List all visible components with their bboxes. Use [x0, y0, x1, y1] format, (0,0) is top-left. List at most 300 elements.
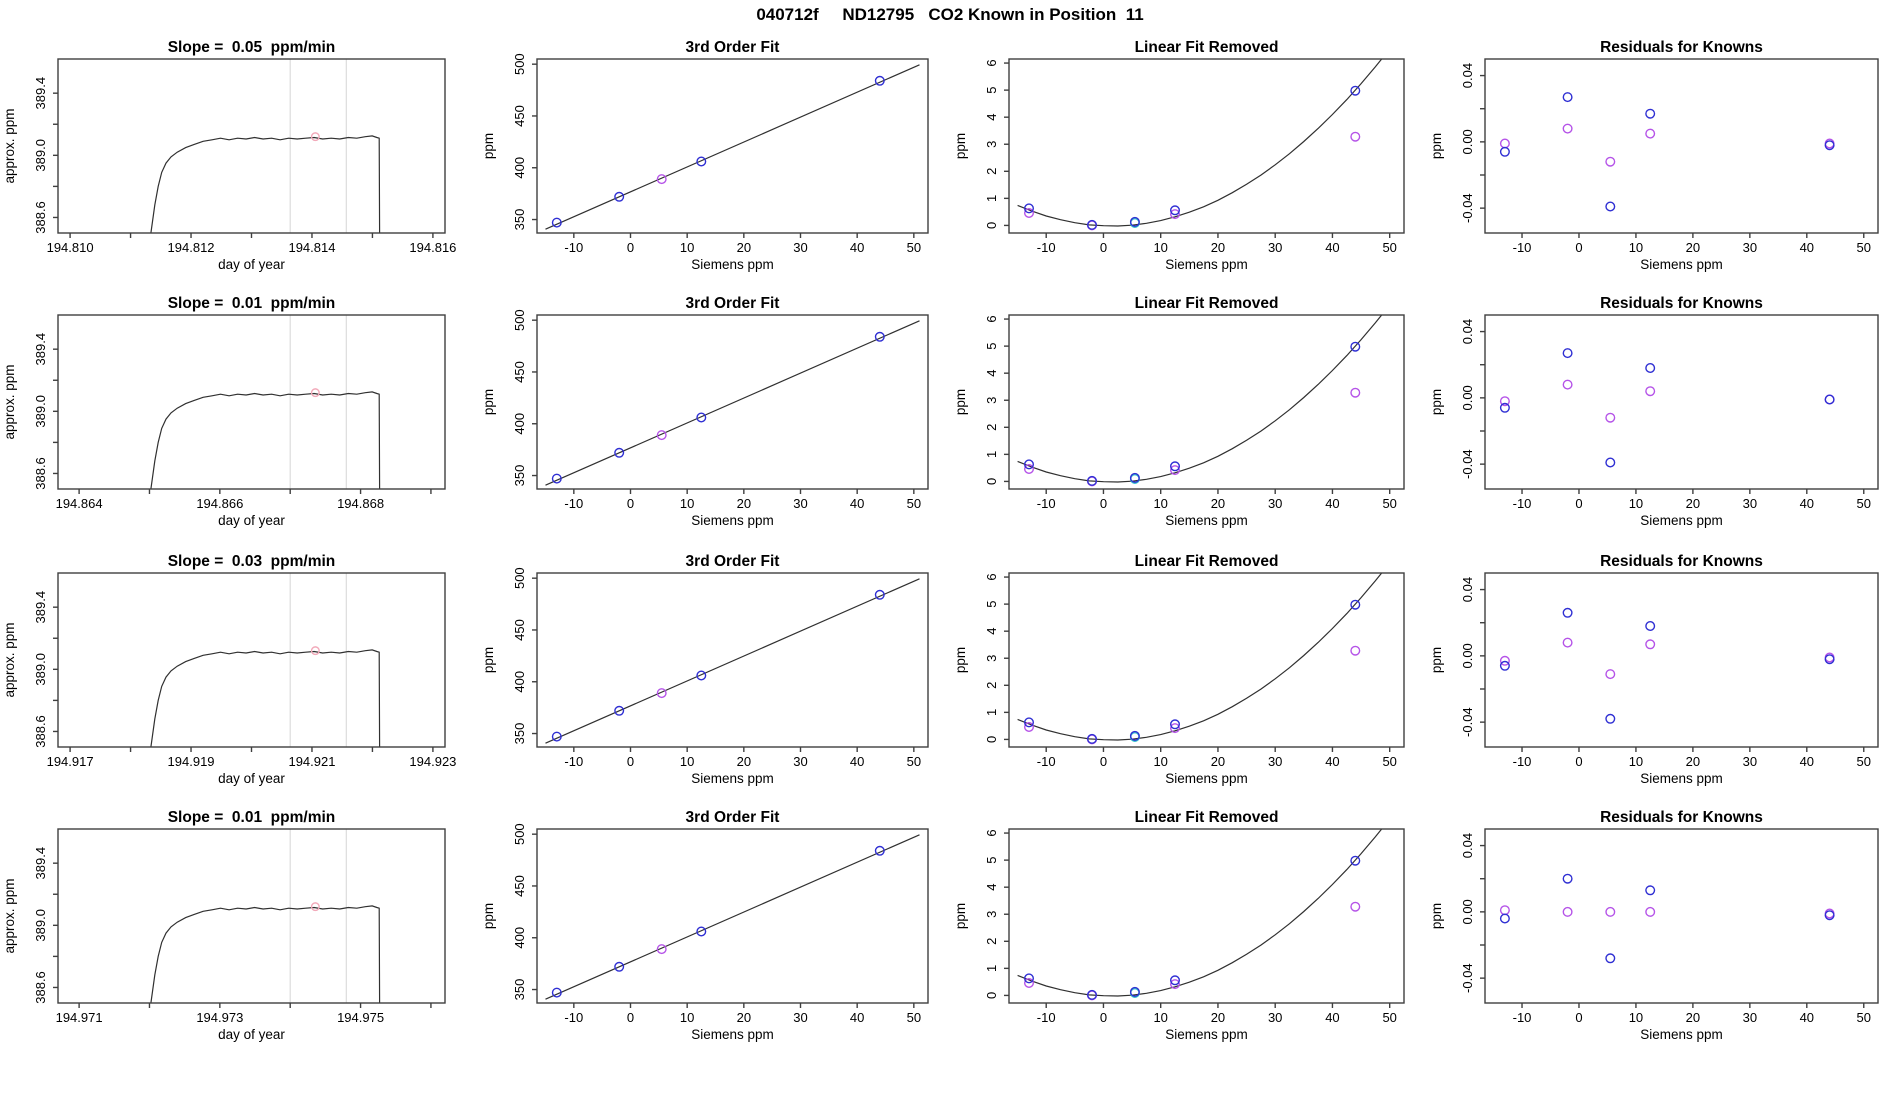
- data-point-blue: [1606, 715, 1615, 724]
- x-tick-label: 50: [1382, 496, 1397, 511]
- x-tick-label: 10: [1628, 754, 1644, 769]
- panel-title: Residuals for Knowns: [1600, 809, 1763, 826]
- panel-title: 3rd Order Fit: [685, 295, 780, 312]
- x-tick-label: 40: [849, 754, 865, 769]
- x-tick-label: 40: [849, 1010, 865, 1025]
- series-group: [1501, 874, 1834, 962]
- y-tick-label: -0.04: [1460, 707, 1475, 737]
- y-tick-label: 388.6: [33, 201, 48, 234]
- x-tick-label: 194.917: [46, 754, 94, 769]
- y-axis-label: ppm: [1429, 646, 1444, 674]
- y-tick-label: 3: [984, 396, 999, 404]
- y-tick-label: 4: [984, 369, 999, 377]
- x-tick-label: 40: [849, 240, 865, 255]
- y-axis-label: ppm: [953, 646, 968, 674]
- fit-line: [546, 321, 920, 485]
- y-tick-label: 0: [984, 477, 999, 486]
- plot-frame: [1485, 573, 1878, 747]
- x-tick-label: -10: [1512, 496, 1532, 511]
- x-tick-label: 50: [1856, 1010, 1871, 1025]
- x-axis-label: Siemens ppm: [1165, 1027, 1248, 1042]
- plot-frame: [58, 829, 445, 1003]
- y-tick-label: 389.0: [33, 909, 48, 942]
- y-tick-label: 4: [984, 113, 999, 121]
- x-tick-label: 0: [626, 754, 635, 769]
- y-tick-label: 400: [512, 926, 527, 949]
- y-axis-label: ppm: [1429, 902, 1444, 930]
- y-tick-label: 389.0: [33, 395, 48, 428]
- current-sample-marker: [312, 647, 320, 655]
- x-axis-label: day of year: [218, 257, 285, 272]
- x-tick-label: 0: [1099, 754, 1108, 769]
- panel-r4c4-residuals: [1429, 809, 1878, 1042]
- data-point-violet: [1646, 908, 1655, 917]
- y-tick-label: 0.00: [1460, 643, 1475, 669]
- x-axis-label: Siemens ppm: [691, 513, 774, 528]
- x-axis-label: Siemens ppm: [1640, 257, 1723, 272]
- x-tick-label: 30: [1742, 240, 1758, 255]
- x-tick-label: 20: [1685, 496, 1701, 511]
- x-tick-label: 10: [1153, 240, 1168, 255]
- timeseries-curve: [151, 392, 380, 489]
- panel-title: Slope = 0.05 ppm/min: [167, 39, 336, 56]
- data-point-blue: [1606, 458, 1615, 467]
- data-point-blue: [1606, 202, 1615, 211]
- y-tick-label: 350: [512, 464, 527, 487]
- x-tick-label: 194.921: [288, 754, 336, 769]
- series-group: [1018, 819, 1390, 1000]
- y-tick-label: 388.6: [33, 971, 48, 1004]
- x-tick-label: -10: [1512, 754, 1532, 769]
- x-tick-label: 10: [679, 496, 695, 511]
- y-tick-label: 6: [984, 573, 999, 581]
- y-tick-label: 0.00: [1460, 385, 1475, 411]
- x-tick-label: 194.973: [196, 1010, 244, 1025]
- y-tick-label: 450: [512, 361, 527, 383]
- timeseries-curve: [151, 136, 380, 233]
- panel-title: Slope = 0.01 ppm/min: [167, 295, 336, 312]
- x-axis-label: Siemens ppm: [691, 257, 774, 272]
- y-axis-label: ppm: [1429, 388, 1444, 416]
- x-tick-label: 0: [1575, 240, 1583, 255]
- series-group: [1501, 349, 1834, 467]
- y-axis-label: ppm: [481, 646, 496, 674]
- x-axis-label: Siemens ppm: [1640, 771, 1723, 786]
- y-tick-label: 0.00: [1460, 899, 1475, 925]
- x-tick-label: 194.864: [55, 496, 103, 511]
- y-tick-label: 4: [984, 627, 999, 635]
- x-tick-label: 0: [1099, 240, 1108, 255]
- plot-frame: [1009, 315, 1404, 489]
- x-axis-label: day of year: [218, 771, 285, 786]
- y-axis-label: ppm: [481, 902, 496, 930]
- x-tick-label: 20: [1210, 496, 1226, 511]
- x-tick-label: 40: [1799, 496, 1815, 511]
- current-sample-marker: [312, 133, 320, 141]
- panel-title: Linear Fit Removed: [1134, 39, 1279, 56]
- y-tick-label: 5: [984, 600, 999, 608]
- y-tick-label: 2: [984, 167, 999, 175]
- y-tick-label: 500: [512, 309, 527, 332]
- x-tick-label: 30: [793, 240, 808, 255]
- x-tick-label: 194.923: [409, 754, 457, 769]
- x-tick-label: 20: [736, 496, 752, 511]
- data-point-blue: [1563, 874, 1572, 883]
- y-tick-label: 1: [984, 194, 999, 202]
- x-tick-label: -10: [1512, 240, 1532, 255]
- data-point-blue: [1501, 148, 1510, 157]
- panel-title: Linear Fit Removed: [1134, 553, 1279, 570]
- y-tick-label: 0.04: [1460, 576, 1475, 603]
- x-axis-label: Siemens ppm: [691, 1027, 774, 1042]
- plot-frame: [58, 315, 445, 489]
- panel-title: Linear Fit Removed: [1134, 809, 1279, 826]
- y-tick-label: 5: [984, 86, 999, 94]
- data-point-violet: [1501, 906, 1510, 915]
- data-point-violet: [1606, 157, 1615, 166]
- panel-title: 3rd Order Fit: [685, 809, 780, 826]
- x-tick-label: 194.814: [288, 240, 336, 255]
- data-point-violet: [1563, 124, 1572, 133]
- x-tick-label: 20: [1210, 240, 1226, 255]
- plot-frame: [1009, 573, 1404, 747]
- x-tick-label: 40: [1799, 1010, 1815, 1025]
- x-tick-label: 30: [1267, 754, 1283, 769]
- y-axis-label: ppm: [953, 902, 968, 930]
- x-tick-label: 40: [1799, 240, 1815, 255]
- data-point-blue: [1501, 914, 1510, 923]
- x-tick-label: 0: [1575, 1010, 1583, 1025]
- y-tick-label: 400: [512, 156, 527, 179]
- y-axis-label: ppm: [481, 132, 496, 160]
- series-group: [1018, 305, 1390, 486]
- y-tick-label: 450: [512, 875, 527, 897]
- data-point-blue: [1606, 954, 1615, 963]
- y-tick-label: 4: [984, 883, 999, 891]
- data-point-blue: [1646, 886, 1655, 895]
- y-axis-label: ppm: [1429, 132, 1444, 160]
- y-axis-label: approx. ppm: [2, 878, 17, 954]
- y-tick-label: 0: [984, 991, 999, 1000]
- x-tick-label: -10: [1512, 1010, 1532, 1025]
- x-tick-label: 50: [906, 496, 922, 511]
- x-tick-label: 194.866: [196, 496, 244, 511]
- removed-curve: [1018, 49, 1390, 226]
- x-tick-label: 50: [1856, 240, 1871, 255]
- data-point-blue: [1501, 404, 1510, 413]
- data-point-violet: [1501, 139, 1510, 148]
- x-tick-label: 50: [906, 1010, 922, 1025]
- x-axis-label: Siemens ppm: [1165, 513, 1248, 528]
- x-tick-label: 50: [906, 240, 922, 255]
- x-tick-label: 40: [1325, 496, 1340, 511]
- x-tick-label: -10: [1036, 240, 1056, 255]
- series-group: [546, 579, 920, 743]
- page-title: 040712f ND12795 CO2 Known in Position 11: [756, 5, 1144, 24]
- current-sample-marker: [312, 903, 320, 911]
- x-tick-label: 30: [1267, 496, 1283, 511]
- y-tick-label: 1: [984, 450, 999, 458]
- x-tick-label: 0: [626, 240, 635, 255]
- x-tick-label: 10: [1153, 754, 1168, 769]
- series-group: [1501, 93, 1834, 211]
- x-tick-label: 194.919: [167, 754, 215, 769]
- panel-title: Slope = 0.03 ppm/min: [167, 553, 336, 570]
- panel-r1c3-removed: [953, 39, 1404, 272]
- y-tick-label: 6: [984, 315, 999, 323]
- x-tick-label: 30: [1742, 1010, 1758, 1025]
- panel-title: 3rd Order Fit: [685, 39, 780, 56]
- x-tick-label: 0: [1099, 1010, 1108, 1025]
- y-tick-label: 2: [984, 937, 999, 945]
- x-tick-label: 10: [679, 754, 695, 769]
- x-tick-label: -10: [564, 754, 584, 769]
- y-tick-label: 3: [984, 910, 999, 918]
- x-tick-label: 194.975: [337, 1010, 385, 1025]
- series-group: [546, 65, 920, 229]
- panel-r3c3-removed: [953, 553, 1404, 786]
- panel-r4c1-timeseries: [2, 809, 445, 1042]
- x-tick-label: -10: [564, 240, 584, 255]
- y-tick-label: 1: [984, 708, 999, 716]
- series-group: [546, 321, 920, 485]
- y-tick-label: 0.00: [1460, 129, 1475, 155]
- x-tick-label: 10: [1628, 240, 1644, 255]
- data-point-violet: [1563, 380, 1572, 389]
- series-group: [1018, 49, 1390, 230]
- panel-r1c2-fit: [481, 39, 928, 272]
- current-sample-marker: [312, 389, 320, 397]
- plot-frame: [1485, 829, 1878, 1003]
- y-tick-label: 2: [984, 681, 999, 689]
- x-axis-label: day of year: [218, 513, 285, 528]
- x-tick-label: 0: [1575, 496, 1583, 511]
- panel-r1c1-timeseries: [2, 39, 456, 272]
- fit-line: [546, 65, 920, 229]
- x-tick-label: -10: [1036, 1010, 1056, 1025]
- y-tick-label: 389.0: [33, 653, 48, 686]
- y-tick-label: 5: [984, 342, 999, 350]
- data-point-violet: [1351, 132, 1360, 141]
- y-axis-label: approx. ppm: [2, 622, 17, 698]
- x-tick-label: 10: [1628, 496, 1644, 511]
- panel-title: 3rd Order Fit: [685, 553, 780, 570]
- x-tick-label: 10: [679, 240, 695, 255]
- y-tick-label: 0.04: [1460, 318, 1475, 345]
- x-tick-label: 40: [1325, 240, 1340, 255]
- plot-frame: [1009, 59, 1404, 233]
- y-tick-label: 500: [512, 53, 527, 76]
- x-tick-label: 40: [849, 496, 865, 511]
- data-point-violet: [1563, 638, 1572, 647]
- y-tick-label: 389.0: [33, 139, 48, 172]
- x-tick-label: 194.810: [46, 240, 94, 255]
- y-axis-label: ppm: [953, 388, 968, 416]
- y-tick-label: 450: [512, 105, 527, 127]
- y-tick-label: 5: [984, 856, 999, 864]
- x-tick-label: 10: [679, 1010, 695, 1025]
- x-tick-label: 0: [1099, 496, 1108, 511]
- x-tick-label: 30: [793, 496, 808, 511]
- x-tick-label: 20: [1210, 1010, 1226, 1025]
- plot-frame: [1009, 829, 1404, 1003]
- y-tick-label: -0.04: [1460, 193, 1475, 223]
- x-tick-label: -10: [1036, 496, 1056, 511]
- x-tick-label: 50: [1856, 496, 1871, 511]
- panel-r3c4-residuals: [1429, 553, 1878, 786]
- x-tick-label: 50: [906, 754, 922, 769]
- y-tick-label: 500: [512, 823, 527, 846]
- x-tick-label: 20: [736, 240, 752, 255]
- timeseries-curve: [151, 650, 380, 747]
- x-tick-label: 20: [1685, 1010, 1701, 1025]
- y-tick-label: 350: [512, 208, 527, 231]
- x-tick-label: 30: [1742, 496, 1758, 511]
- x-tick-label: 30: [1267, 240, 1283, 255]
- x-tick-label: 40: [1325, 754, 1340, 769]
- panel-r2c2-fit: [481, 295, 928, 528]
- data-point-violet: [1351, 902, 1360, 911]
- y-axis-label: approx. ppm: [2, 364, 17, 440]
- x-tick-label: 10: [1628, 1010, 1644, 1025]
- panel-title: Residuals for Knowns: [1600, 295, 1763, 312]
- x-tick-label: 20: [736, 1010, 752, 1025]
- panel-r2c4-residuals: [1429, 295, 1878, 528]
- y-tick-label: 350: [512, 978, 527, 1001]
- data-point-blue: [1563, 609, 1572, 618]
- removed-curve: [1018, 305, 1390, 482]
- series-group: [1501, 609, 1834, 724]
- y-axis-label: ppm: [953, 132, 968, 160]
- y-tick-label: 400: [512, 412, 527, 435]
- series-group: [1018, 563, 1390, 744]
- x-tick-label: 50: [1382, 1010, 1397, 1025]
- y-tick-label: 0: [984, 221, 999, 230]
- series-group: [546, 835, 920, 999]
- panel-r3c1-timeseries: [2, 553, 456, 786]
- y-tick-label: 6: [984, 59, 999, 67]
- data-point-violet: [1606, 670, 1615, 679]
- plot-frame: [58, 59, 445, 233]
- series-group: [151, 59, 380, 233]
- x-tick-label: 0: [626, 496, 635, 511]
- removed-curve: [1018, 563, 1390, 740]
- y-tick-label: 6: [984, 829, 999, 837]
- data-point-violet: [1646, 129, 1655, 138]
- x-tick-label: 20: [1685, 754, 1701, 769]
- panel-r2c3-removed: [953, 295, 1404, 528]
- panel-r3c2-fit: [481, 553, 928, 786]
- x-axis-label: day of year: [218, 1027, 285, 1042]
- x-tick-label: 194.868: [337, 496, 385, 511]
- data-point-blue: [1825, 395, 1834, 404]
- x-tick-label: 40: [1325, 1010, 1340, 1025]
- panel-title: Residuals for Knowns: [1600, 39, 1763, 56]
- y-tick-label: 350: [512, 722, 527, 745]
- series-group: [151, 829, 380, 1003]
- y-tick-label: 0.04: [1460, 62, 1475, 89]
- x-tick-label: 10: [1153, 496, 1168, 511]
- data-point-blue: [1646, 622, 1655, 631]
- y-tick-label: -0.04: [1460, 449, 1475, 479]
- y-tick-label: 0: [984, 735, 999, 744]
- x-tick-label: -10: [564, 1010, 584, 1025]
- x-tick-label: 194.971: [55, 1010, 103, 1025]
- x-axis-label: Siemens ppm: [1165, 257, 1248, 272]
- x-tick-label: 0: [626, 1010, 635, 1025]
- y-tick-label: 3: [984, 140, 999, 148]
- panel-title: Slope = 0.01 ppm/min: [167, 809, 336, 826]
- y-tick-label: 388.6: [33, 457, 48, 490]
- x-axis-label: Siemens ppm: [1640, 513, 1723, 528]
- y-axis-label: approx. ppm: [2, 108, 17, 184]
- plot-frame: [58, 573, 445, 747]
- data-point-violet: [1646, 387, 1655, 396]
- series-group: [151, 573, 380, 747]
- plot-frame: [1485, 315, 1878, 489]
- data-point-blue: [1563, 349, 1572, 358]
- series-group: [151, 315, 380, 489]
- x-tick-label: 194.812: [167, 240, 215, 255]
- panel-r2c1-timeseries: [2, 295, 445, 528]
- x-axis-label: Siemens ppm: [691, 771, 774, 786]
- panel-title: Residuals for Knowns: [1600, 553, 1763, 570]
- x-tick-label: 30: [1742, 754, 1758, 769]
- panel-title: Linear Fit Removed: [1134, 295, 1279, 312]
- data-point-violet: [1606, 908, 1615, 917]
- data-point-violet: [1606, 413, 1615, 422]
- x-tick-label: 30: [793, 1010, 808, 1025]
- y-axis-label: ppm: [481, 388, 496, 416]
- x-tick-label: -10: [1036, 754, 1056, 769]
- data-point-blue: [1646, 109, 1655, 118]
- y-tick-label: 389.4: [33, 76, 48, 110]
- y-tick-label: 388.6: [33, 715, 48, 748]
- x-tick-label: -10: [564, 496, 584, 511]
- x-tick-label: 50: [1382, 240, 1397, 255]
- x-tick-label: 40: [1799, 754, 1815, 769]
- y-tick-label: 389.4: [33, 590, 48, 624]
- panel-r1c4-residuals: [1429, 39, 1878, 272]
- timeseries-curve: [151, 906, 380, 1003]
- x-tick-label: 30: [793, 754, 808, 769]
- data-point-violet: [1351, 646, 1360, 655]
- x-tick-label: 20: [1685, 240, 1701, 255]
- y-tick-label: 2: [984, 423, 999, 431]
- x-tick-label: 50: [1856, 754, 1871, 769]
- y-tick-label: 389.4: [33, 332, 48, 366]
- data-point-violet: [1563, 908, 1572, 917]
- x-axis-label: Siemens ppm: [1640, 1027, 1723, 1042]
- x-tick-label: 20: [1210, 754, 1226, 769]
- x-tick-label: 10: [1153, 1010, 1168, 1025]
- y-tick-label: -0.04: [1460, 963, 1475, 993]
- y-tick-label: 3: [984, 654, 999, 662]
- y-tick-label: 0.04: [1460, 832, 1475, 859]
- y-tick-label: 450: [512, 619, 527, 641]
- plot-frame: [1485, 59, 1878, 233]
- y-tick-label: 500: [512, 567, 527, 590]
- removed-curve: [1018, 819, 1390, 996]
- fit-line: [546, 835, 920, 999]
- data-point-violet: [1646, 640, 1655, 649]
- x-axis-label: Siemens ppm: [1165, 771, 1248, 786]
- x-tick-label: 0: [1575, 754, 1583, 769]
- y-tick-label: 400: [512, 670, 527, 693]
- x-tick-label: 194.816: [409, 240, 457, 255]
- panel-r4c2-fit: [481, 809, 928, 1042]
- data-point-blue: [1646, 364, 1655, 373]
